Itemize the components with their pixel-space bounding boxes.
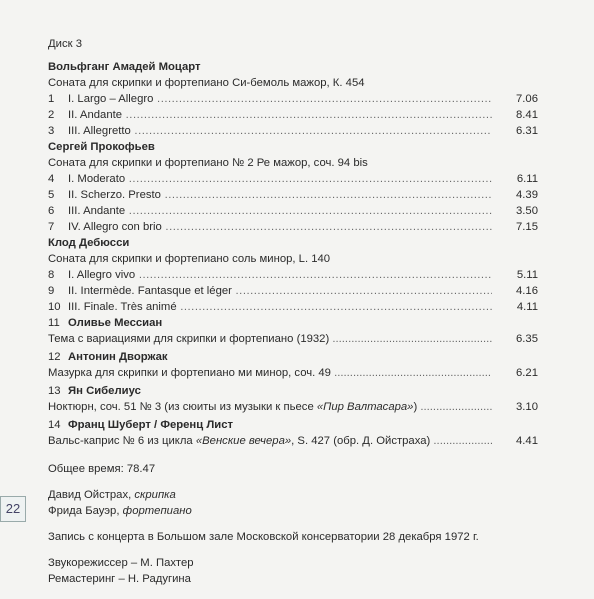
track-number: 7: [48, 221, 55, 233]
page-number: 22: [0, 496, 26, 522]
recording-note: Запись с концерта в Большом зале Московской консерватории 28 декабря 1972 г.: [48, 531, 479, 543]
track-title: II. Scherzo. Presto .....: [68, 187, 492, 203]
composer-name: Вольфганг Амадей Моцарт: [48, 61, 201, 73]
work-title: Соната для скрипки и фортепиано соль минор, L. 140: [48, 253, 331, 265]
track-row: [48, 283, 538, 299]
sound-engineer: Звукорежиссер – М. Пахтер: [48, 557, 194, 569]
track-duration: 4.16: [516, 285, 538, 297]
single-header: [48, 349, 538, 365]
track-row: [48, 123, 538, 139]
track-duration: 4.39: [516, 189, 538, 201]
composer-name: Ян Сибелиус: [68, 385, 141, 397]
performer: Фрида Бауэр, фортепиано: [48, 505, 192, 517]
track-row: [48, 267, 538, 283]
composer-name: Франц Шуберт / Ференц Лист: [68, 419, 234, 431]
track-duration: 4.11: [516, 301, 538, 313]
track-number: 12: [48, 351, 61, 363]
track-title: III. Allegretto .....: [68, 123, 492, 139]
track-number: 3: [48, 125, 55, 137]
track-row: [48, 219, 538, 235]
single-header: [48, 315, 538, 331]
track-duration: 6.11: [516, 173, 538, 185]
track-title: I. Allegro vivo .....: [68, 267, 492, 283]
track-number: 14: [48, 419, 61, 431]
work-title: Вальс-каприс № 6 из цикла «Венские вечера», S. 427 (обр. Д. Ойстраха) .....: [48, 433, 492, 450]
track-duration: 7.15: [516, 221, 538, 233]
track-duration: 6.35: [516, 333, 538, 345]
tracklist: [48, 36, 538, 587]
performer: Давид Ойстрах, скрипка: [48, 489, 176, 501]
track-duration: 4.41: [516, 435, 538, 447]
single-work-row: [48, 399, 538, 416]
track-duration: 8.41: [516, 109, 538, 121]
track-row: [48, 171, 538, 187]
disc-label: Диск 3: [48, 38, 82, 50]
track-title: IV. Allegro con brio .....: [68, 219, 492, 235]
track-title: III. Andante .....: [68, 203, 492, 219]
work-title: Ноктюрн, соч. 51 № 3 (из сюиты из музыки к пьесе «Пир Валтасара») .....: [48, 399, 492, 416]
work-title: Мазурка для скрипки и фортепиано ми минор, соч. 49 .....: [48, 365, 492, 382]
track-row: [48, 187, 538, 203]
track-row: [48, 299, 538, 315]
work-title: Соната для скрипки и фортепиано Си-бемоль мажор, К. 454: [48, 77, 365, 89]
track-number: 13: [48, 385, 61, 397]
track-duration: 6.31: [516, 125, 538, 137]
single-work-row: [48, 331, 538, 348]
track-number: 1: [48, 93, 55, 105]
track-title: III. Finale. Très animé .....: [68, 299, 492, 315]
work-title: Соната для скрипки и фортепиано № 2 Ре мажор, соч. 94 bis: [48, 157, 368, 169]
single-work-row: [48, 433, 538, 450]
composer-name: Клод Дебюсси: [48, 237, 130, 249]
composer-name: Сергей Прокофьев: [48, 141, 155, 153]
track-duration: 5.11: [516, 269, 538, 281]
track-title: II. Andante .....: [68, 107, 492, 123]
single-work-row: [48, 365, 538, 382]
track-duration: 6.21: [516, 367, 538, 379]
track-number: 2: [48, 109, 55, 121]
track-number: 6: [48, 205, 55, 217]
track-title: I. Moderato .....: [68, 171, 492, 187]
track-number: 9: [48, 285, 55, 297]
track-number: 5: [48, 189, 55, 201]
track-row: [48, 91, 538, 107]
track-number: 11: [48, 317, 60, 329]
total-time: Общее время: 78.47: [48, 463, 156, 475]
track-number: 4: [48, 173, 55, 185]
composer-name: Антонин Дворжак: [68, 351, 168, 363]
track-row: [48, 107, 538, 123]
work-title: Тема с вариациями для скрипки и фортепиано (1932) .....: [48, 331, 492, 348]
single-header: [48, 383, 538, 399]
track-title: I. Largo – Allegro .....: [68, 91, 492, 107]
composer-name: Оливье Мессиан: [68, 317, 163, 329]
track-number: 10: [48, 301, 61, 313]
track-duration: 3.50: [516, 205, 538, 217]
single-header: [48, 417, 538, 433]
track-row: [48, 203, 538, 219]
track-number: 8: [48, 269, 55, 281]
track-title: II. Intermède. Fantasque et léger .....: [68, 283, 492, 299]
track-duration: 7.06: [516, 93, 538, 105]
remastering: Ремастеринг – Н. Радугина: [48, 573, 191, 585]
track-duration: 3.10: [516, 401, 538, 413]
